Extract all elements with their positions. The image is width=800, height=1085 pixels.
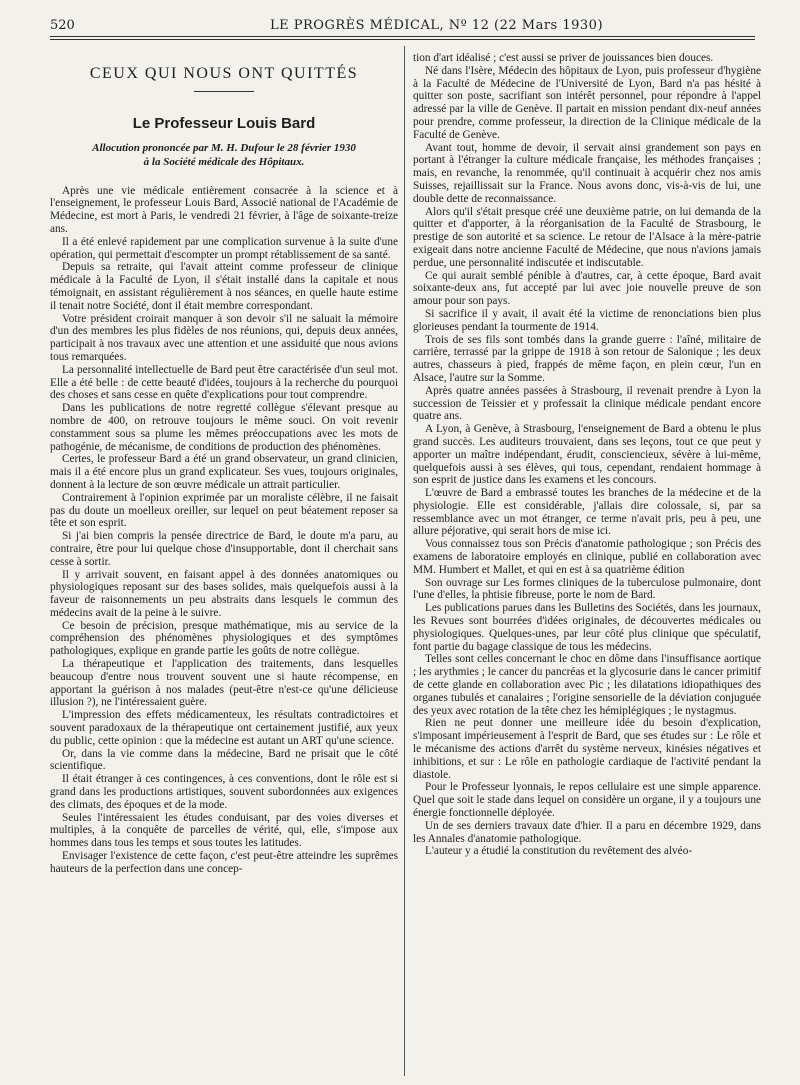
paragraph: tion d'art idéalisé ; c'est aussi se priver de jouissances bien douces.: [413, 52, 714, 64]
paragraph: Les publications parues dans les Bulletins des Sociétés, dans les journaux, les Revues sont bourrées d'idées originales, de découvertes médicales ou physiologiques. Quelques-unes, par leur côté plus clinique que spéculatif, font partie du bagage classique de tous les médecins.: [413, 602, 761, 653]
paragraph: Dans les publications de notre regretté collègue s'élevant presque au nombre de 400, on retrouve toujours le même souci. On voit revenir constamment sous sa plume les mêmes préoccupations avec les mots de pathogénie, de mécanisme, de conditions de production des phénomènes.: [50, 402, 398, 453]
page-header: [50, 14, 760, 36]
title-rule: [194, 91, 254, 92]
paragraph: Contrairement à l'opinion exprimée par un moraliste célèbre, il ne faisait pas du doute un moelleux oreiller, sur lequel on peut béatement reposer sa tête et son esprit.: [50, 491, 398, 530]
paragraph: Seules l'intéressaient les études conduisant, par des voies diverses et multiples, à la conquête de parcelles de vérité, qui, elle, s'impose aux hommes dans tous les temps et sous toutes les latitudes.: [50, 811, 398, 850]
right-column: [413, 52, 761, 858]
paragraph: Envisager l'existence de cette façon, c'est peut-être atteindre les suprêmes hauteurs de la perfection dans une concep-: [50, 850, 398, 875]
subtitle-line-2: à la Société médicale des Hôpitaux.: [143, 155, 305, 168]
paragraph: Avant tout, homme de devoir, il servait ainsi grandement son pays en portant à l'étranger la culture médicale française, les méthodes françaises ; mais, en revanche, la renommée, qu'il continuait à acquérir chez nos amis Suisses, rejaillissait sur la France. Nous avons donc, vis-à-vis de lui, une double dette de reconnaissance.: [413, 141, 761, 205]
paragraph: L'auteur y a étudié la constitution du revêtement des alvéo-: [425, 845, 693, 858]
paragraph: Votre président croirait manquer à son devoir s'il ne saluait la mémoire d'un des membres les plus fidèles de nos réunions, qui, depuis deux années, participait à nos travaux avec une attention et une assiduité que nous avions tous remarquées.: [50, 312, 398, 363]
paragraph: Après quatre années passées à Strasbourg, il revenait prendre à Lyon la succession de Teissier et y professait la clinique médicale pendant encore quatre ans.: [413, 384, 761, 423]
paragraph: La personnalité intellectuelle de Bard peut être caractérisée d'un seul mot. Elle a été belle : de cette beauté d'idées, toujours à la recherche du pourquoi des choses et sans cesse en quête d'explications pour tout comprendre.: [50, 363, 398, 402]
header-rule-double: [50, 39, 755, 40]
paragraph: Un de ses derniers travaux date d'hier. Il a paru en décembre 1929, dans les Annales d'anatomie pathologique.: [413, 819, 761, 845]
article-subtitle: [50, 141, 398, 169]
paragraph: Ce qui aurait semblé pénible à d'autres, car, à cette époque, Bard avait soixante-deux ans, fut accepté par lui avec joie nouvelle preuve de son amour pour son pays.: [413, 269, 761, 308]
paragraph: Rien ne peut donner une meilleure idée du besoin d'explication, s'imposant impérieusement à l'esprit de Bard, que ses études sur : Le rôle et le mécanisme des actions d'arrêt du système nerveux, kinésies négatives et inhibitions, et sur : Le rôle en pathologie cardiaque de l'activité pendant la diastole.: [413, 717, 761, 781]
paragraph: Telles sont celles concernant le choc en dôme dans l'insuffisance aortique ; les arythmies ; le cancer du pancréas et la glycosurie dans le cancer primitif de cette glande en collaboration avec Pic ; les dilatations idiopathiques des organes tubulés et canalaires ; l'origine sensorielle de la déviation conjuguée des yeux avec rotation de la tête chez les hémiplégiques ; le nystagmus.: [413, 653, 761, 717]
paragraph: L'œuvre de Bard a embrassé toutes les branches de la médecine et de la physiologie. Elle est considérable, j'allais dire colossale, si, par sa ressemblance avec un mot étranger, ce terme n'avait pris, peu à peu, une allure péjorative, qui serait hors de mise ici.: [413, 487, 761, 538]
paragraph: Il a été enlevé rapidement par une complication survenue à la suite d'une opération, qui permettait d'escompter un prompt rétablissement de sa santé.: [50, 235, 398, 261]
paragraph: Alors qu'il s'était presque créé une deuxième patrie, on lui demanda de la quitter et d'apporter, à la réorganisation de la Faculté de Strasbourg, le prestige de son autorité et sa science. Le retour de l'Alsace à la mère-patrie exigeait dans notre ancienne Faculté de Médecine, que nous n'avions jamais perdue, une personnalité indiscutée et indiscutable.: [413, 205, 761, 269]
section-title: CEUX QUI NOUS ONT QUITTÉS: [89, 65, 359, 82]
paragraph: Il y arrivait souvent, en faisant appel à des données anatomiques ou physiologiques reposant sur des bases solides, mais quelquefois aussi à la faveur de raisonnements un peu abstraits dans lesquels le commun des médecins avait de la peine à le suivre.: [50, 568, 398, 619]
header-rule: [50, 36, 755, 37]
paragraph: Après une vie médicale entièrement consacrée à la science et à l'enseignement, le professeur Louis Bard, Associé national de l'Académie de Médecine, est mort à Paris, le vendredi 21 février, à l'âge de soixante-treize ans.: [50, 184, 398, 235]
article-title: Le Professeur Louis Bard: [132, 114, 316, 132]
column-separator: [404, 46, 405, 1076]
paragraph: L'impression des effets médicamenteux, les résultats contradictoires et souvent paradoxaux de la thérapeutique ont certainement justifié, aux yeux du public, cette opinion : que la médecine est autant un ART qu'une science.: [50, 709, 398, 747]
paragraph: Ce besoin de précision, presque mathématique, mis au service de la compréhension des phénomènes physiologiques et des symptômes pathologiques, explique en grande partie les goûts de notre collègue.: [50, 619, 398, 658]
page-number: 520: [50, 18, 75, 33]
running-title: LE PROGRÈS MÉDICAL, Nº 12 (22 Mars 1930): [270, 18, 604, 33]
paragraph: La thérapeutique et l'application des traitements, dans lesquelles beaucoup d'entre nous trouvent souvent une si haute récompense, en apportant la guérison à nos malades (peut-être n'est-ce qu'une délicieuse illusion ?), ne l'intéressaient guère.: [50, 658, 398, 709]
paragraph: Pour le Professeur lyonnais, le repos cellulaire est une simple apparence. Quel que soit le stade dans lequel on considère un organe, il y a toujours une énergie fonctionnelle déployée.: [413, 781, 761, 820]
paragraph: Depuis sa retraite, qui l'avait atteint comme professeur de clinique médicale à la Faculté de Lyon, il s'était installé dans la capitale et nous témoignait, en assistant régulièrement à nos séances, en quelle haute estime il tenait notre Société, dont il était membre correspondant.: [50, 261, 398, 312]
paragraph: Son ouvrage sur Les formes cliniques de la tuberculose pulmonaire, dont l'une d'elles, la phtisie fibreuse, porte le nom de Bard.: [413, 576, 761, 602]
paragraph: Il était étranger à ces contingences, à ces conventions, dont le rôle est si grand dans les productions artistiques, souvent subordonnées aux exigences des climats, des époques et de la mode.: [50, 773, 398, 811]
paragraph: Né dans l'Isère, Médecin des hôpitaux de Lyon, puis professeur d'hygiène à la Faculté de Médecine de l'Université de Lyon, Bard n'a pas hésité à quitter son poste, sacrifiant son intérêt personnel, pour répondre à l'appel adressé par la ville de Genève. Il partait en mission pendant dix-neuf années pour prendre, comme professeur, la direction de la Clinique médicale de la Faculté de Genève.: [413, 64, 761, 141]
left-column: [50, 58, 398, 876]
paragraph: Certes, le professeur Bard a été un grand observateur, un grand clinicien, mais il a été encore plus un grand explicateur. Ses vues, toujours originales, donnent à la lecture de son œuvre médicale un attrait particulier.: [50, 453, 398, 491]
paragraph: A Lyon, à Genève, à Strasbourg, l'enseignement de Bard a obtenu le plus grand succès. Les auditeurs trouvaient, dans ses leçons, tout ce que peut y apporter un maître indépendant, érudit, consciencieux, sévère à lui-même, quelquefois aussi à ses élèves, qui tous, cependant, rendaient hommage à son esprit de justice dans les examens et les concours.: [413, 423, 761, 487]
paragraph: Si sacrifice il y avait, il avait été la victime de renonciations bien plus glorieuses pendant la tourmente de 1914.: [413, 307, 761, 333]
paragraph: Vous connaissez tous son Précis d'anatomie pathologique ; son Précis des examens de laboratoire employés en clinique, publié en collaboration avec MM. Humbert et Mallet, et qui en est à sa quatrième édition: [413, 538, 761, 576]
subtitle-line-1: Allocution prononcée par M. H. Dufour le 28 février 1930: [92, 141, 356, 154]
paragraph: Or, dans la vie comme dans la médecine, Bard ne prisait que le côté scientifique.: [50, 747, 398, 773]
paragraph: Si j'ai bien compris la pensée directrice de Bard, le doute m'a paru, au contraire, être pour lui quelque chose d'insupportable, dont il cherchait sans cesse à sortir.: [50, 530, 398, 568]
paragraph: Trois de ses fils sont tombés dans la grande guerre : l'aîné, militaire de carrière, terrassé par la grippe de 1918 à son retour de Salonique ; les deux autres, chasseurs à pied, frappés de même façon, en plein cœur, l'un en Alsace, l'autre sur la Somme.: [413, 333, 761, 384]
